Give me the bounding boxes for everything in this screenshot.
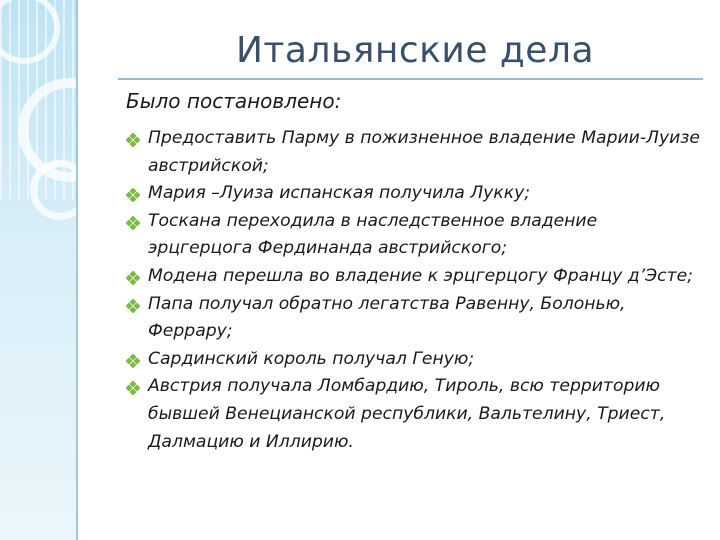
list-item-text: Сардинский король получал Геную; [148,348,475,369]
list-item [126,373,701,456]
slide-title: Итальянские дела [236,30,595,71]
list-item [126,291,701,346]
list-item-text: Предоставить Парму в пожизненное владение Марии-Луизе австрийской; [148,128,700,176]
list-item-text: Модена перешла во владение к эрцгерцогу Францу д’Эсте; [148,265,693,286]
list-item-text: Мария –Луиза испанская получила Лукку; [148,183,531,204]
four-leaf-diamond-icon [126,216,140,230]
list-item-text: Папа получал обратно легатства Равенну, Болонью, Феррару; [148,293,626,342]
four-leaf-diamond-icon [126,354,140,368]
four-leaf-diamond-icon [126,381,140,395]
side-panel-edge [76,0,78,540]
four-leaf-diamond-icon [126,133,140,147]
list-item [126,125,701,180]
list-item-text: Австрия получала Ломбардию, Тироль, всю территорию бывшей Венецианской республики, Вальтелину, Триест, Далмацию и Иллирию. [148,376,666,452]
list-item [126,180,701,208]
four-leaf-diamond-icon [126,271,140,285]
slide-subtitle: Было постановлено: [126,89,342,113]
list-item [126,346,701,374]
decorative-side-panel [0,0,78,540]
list-item [126,263,701,291]
four-leaf-diamond-icon [126,299,140,313]
list-item-text: Тоскана переходила в наследственное владение эрцгерцога Фердинанда австрийского; [148,210,598,259]
bullet-list [126,125,701,456]
decorative-ring-small [30,160,78,220]
list-item [126,208,701,263]
four-leaf-diamond-icon [126,188,140,202]
title-divider [118,78,703,80]
